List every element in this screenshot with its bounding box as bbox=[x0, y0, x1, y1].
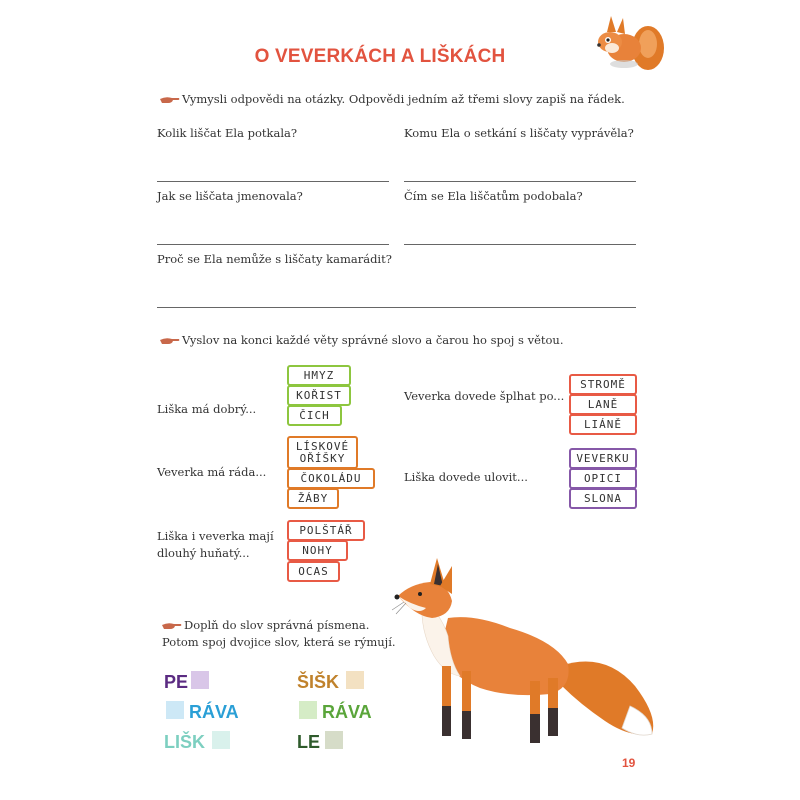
word-rava-1: RÁVA bbox=[189, 702, 239, 722]
question-5: Proč se Ela nemůže s liščaty kamarádit? bbox=[157, 252, 392, 266]
instruction-rhymes: Doplň do slov správná písmena. Potom spoj dvojice slov, která se rýmují. bbox=[162, 618, 396, 649]
question-4: Čím se Ela liščatům podobala? bbox=[404, 189, 583, 203]
instruction-questions: Vymysli odpovědi na otázky. Odpovědi jedním až třemi slovy zapiš na řádek. bbox=[160, 92, 625, 106]
page-title: O VEVERKÁCH A LIŠKÁCH bbox=[254, 46, 506, 67]
choice-liskove-orisky[interactable]: LÍSKOVÉ OŘÍŠKY bbox=[287, 436, 358, 469]
answer-line-2[interactable] bbox=[404, 181, 636, 182]
pointing-hand-icon bbox=[160, 336, 180, 346]
choice-cich[interactable]: ČICH bbox=[287, 405, 342, 426]
sentence-4: Veverka dovede šplhat po... bbox=[404, 389, 565, 403]
choice-veverku[interactable]: VEVERKU bbox=[569, 448, 637, 469]
answer-line-1[interactable] bbox=[157, 181, 389, 182]
question-3: Jak se liščata jmenovala? bbox=[157, 189, 303, 203]
word-le: LE bbox=[297, 732, 321, 752]
letter-box-le[interactable] bbox=[325, 731, 343, 749]
letter-box-sisk[interactable] bbox=[346, 671, 364, 689]
sentence-3: Liška i veverka mají dlouhý huňatý... bbox=[157, 529, 274, 560]
choice-liane[interactable]: LIÁNĚ bbox=[569, 414, 637, 435]
answer-line-3[interactable] bbox=[157, 244, 389, 245]
choice-polstar[interactable]: POLŠTÁŘ bbox=[287, 520, 365, 541]
word-rava-2: RÁVA bbox=[322, 702, 372, 722]
question-2: Komu Ela o setkání s liščaty vyprávěla? bbox=[404, 126, 634, 140]
choice-lane[interactable]: LANĚ bbox=[569, 394, 637, 415]
letter-box-pe[interactable] bbox=[191, 671, 209, 689]
pointing-hand-icon bbox=[162, 621, 182, 631]
word-pe: PE bbox=[164, 672, 189, 692]
word-lisk: LIŠK bbox=[164, 732, 206, 752]
letter-box-lisk[interactable] bbox=[212, 731, 230, 749]
choice-ocas[interactable]: OCAS bbox=[287, 561, 340, 582]
fox-illustration bbox=[390, 556, 665, 751]
choice-hmyz[interactable]: HMYZ bbox=[287, 365, 351, 386]
pointing-hand-icon bbox=[160, 95, 180, 105]
choice-zaby[interactable]: ŽÁBY bbox=[287, 488, 339, 509]
choice-slona[interactable]: SLONA bbox=[569, 488, 637, 509]
page-number: 19 bbox=[622, 756, 636, 770]
letter-box-rava-1[interactable] bbox=[166, 701, 184, 719]
choice-korist[interactable]: KOŘIST bbox=[287, 385, 351, 406]
answer-line-5[interactable] bbox=[157, 307, 636, 308]
answer-line-4[interactable] bbox=[404, 244, 636, 245]
letter-box-rava-2[interactable] bbox=[299, 701, 317, 719]
choice-strome[interactable]: STROMĚ bbox=[569, 374, 637, 395]
instruction-matching: Vyslov na konci každé věty správné slovo a čarou ho spoj s větou. bbox=[160, 333, 563, 347]
question-1: Kolik liščat Ela potkala? bbox=[157, 126, 298, 140]
choice-cokoladu[interactable]: ČOKOLÁDU bbox=[287, 468, 375, 489]
sentence-1: Liška má dobrý... bbox=[157, 402, 257, 416]
sentence-2: Veverka má ráda... bbox=[157, 465, 267, 479]
word-sisk: ŠIŠK bbox=[297, 672, 340, 692]
squirrel-illustration bbox=[590, 8, 670, 76]
choice-nohy[interactable]: NOHY bbox=[287, 540, 348, 561]
sentence-5: Liška dovede ulovit... bbox=[404, 470, 528, 484]
choice-opici[interactable]: OPICI bbox=[569, 468, 637, 489]
